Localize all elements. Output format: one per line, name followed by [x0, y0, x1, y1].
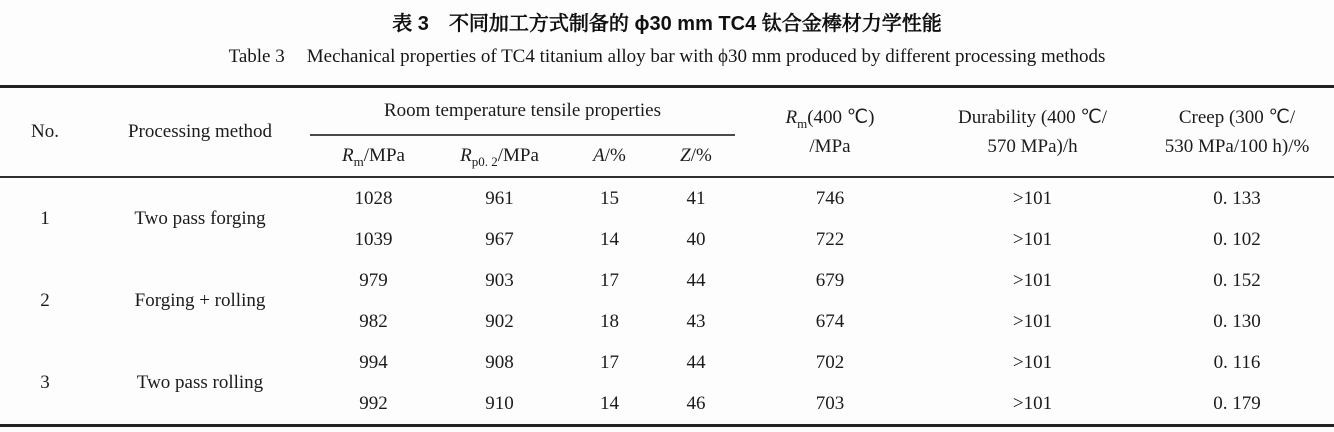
cell-z: 40: [686, 228, 706, 250]
col-header-creep: [1140, 87, 1334, 178]
cell-processing-method: Two pass rolling: [136, 372, 264, 393]
cell-rm400: 746: [815, 187, 845, 209]
cell-no: 3: [40, 372, 50, 393]
cell-rp02: 903: [485, 269, 514, 291]
table-caption-zh: [0, 0, 1334, 38]
cell-z: 43: [686, 310, 706, 332]
col-header-a: [562, 135, 657, 177]
table-row: [0, 260, 1334, 301]
cell-creep: 0. 152: [1213, 269, 1261, 291]
cell-creep: 0. 102: [1213, 228, 1261, 250]
col-header-creep-line1: Creep (300 ℃/: [1178, 107, 1296, 128]
cell-durability: >101: [1012, 351, 1053, 373]
cell-rm: 982: [359, 310, 388, 332]
cell-creep: 0. 130: [1213, 310, 1261, 332]
cell-rp02: 910: [485, 392, 514, 414]
cell-rm400: 722: [815, 228, 845, 250]
cell-rm400: 703: [815, 392, 845, 414]
col-header-z: [657, 135, 735, 177]
col-header-durability-lines: [925, 103, 1140, 161]
table-body: [0, 177, 1334, 426]
table-caption-zh-label: 表 3: [392, 13, 429, 35]
cell-rm: 979: [359, 269, 388, 291]
cell-durability: >101: [1012, 187, 1053, 209]
table-row: [0, 342, 1334, 383]
cell-a: 14: [600, 392, 619, 414]
table-caption-en-text: Mechanical properties of TC4 titanium alloy bar with ϕ30 mm produced by different processing methods: [306, 46, 1106, 67]
rm400-subscript: m: [797, 116, 808, 131]
cell-rm400: 702: [815, 351, 845, 373]
cell-creep: 0. 179: [1213, 392, 1261, 414]
cell-processing-method: Forging + rolling: [134, 290, 266, 311]
cell-no: 2: [40, 290, 50, 311]
col-header-no: No.: [0, 87, 90, 178]
cell-processing-method: Two pass forging: [134, 208, 266, 229]
cell-a: 17: [600, 351, 619, 373]
cell-z: 46: [686, 392, 706, 414]
rp02-subscript: p0. 2: [471, 154, 498, 169]
cell-rm400: 679: [815, 269, 845, 291]
table-caption-en: [0, 43, 1334, 71]
cell-z: 44: [686, 351, 706, 373]
cell-rm400: 674: [815, 310, 845, 332]
col-header-rm400-lines: [735, 103, 925, 161]
col-header-durability: [925, 87, 1140, 178]
rp02-unit: /MPa: [497, 145, 539, 166]
col-header-processing-method: Processing method: [90, 87, 310, 178]
rm400-condition: (400 ℃): [807, 107, 875, 128]
cell-z: 41: [686, 187, 706, 209]
cell-a: 17: [600, 269, 619, 291]
cell-durability: >101: [1012, 228, 1053, 250]
cell-rm: 1028: [354, 187, 393, 209]
cell-a: 14: [600, 228, 619, 250]
col-header-creep-lines: [1140, 103, 1334, 161]
col-header-creep-line2: 530 MPa/100 h)/%: [1164, 136, 1310, 157]
rm-subscript: m: [353, 154, 364, 169]
col-header-rm: [310, 135, 437, 177]
col-header-rm400-line1: [735, 103, 925, 132]
cell-durability: >101: [1012, 392, 1053, 414]
cell-rp02: 961: [485, 187, 514, 209]
table-row: [0, 177, 1334, 219]
a-symbol: A: [593, 145, 605, 166]
cell-durability: >101: [1012, 310, 1053, 332]
z-symbol: Z: [680, 145, 691, 166]
mechanical-properties-table: [0, 85, 1334, 427]
col-header-rm400-line2: /MPa: [809, 136, 851, 157]
cell-rp02: 902: [485, 310, 514, 332]
cell-rp02: 967: [485, 228, 514, 250]
rm-symbol: R: [342, 145, 354, 166]
table-header: [0, 87, 1334, 178]
cell-rm: 994: [359, 351, 388, 373]
rp02-symbol: R: [460, 145, 472, 166]
col-header-rm400: [735, 87, 925, 178]
rm-unit: /MPa: [363, 145, 405, 166]
table-caption-en-label: Table 3: [228, 46, 285, 67]
col-header-durability-line2: 570 MPa)/h: [987, 136, 1078, 157]
cell-no: 1: [40, 208, 50, 229]
cell-rm: 992: [359, 392, 388, 414]
cell-rm: 1039: [354, 228, 393, 250]
rm400-symbol: R: [785, 107, 798, 128]
cell-creep: 0. 116: [1213, 351, 1261, 373]
z-unit: /%: [690, 145, 712, 166]
a-unit: /%: [604, 145, 626, 166]
cell-z: 44: [686, 269, 706, 291]
col-header-rp02: [437, 135, 562, 177]
col-group-header-tensile: Room temperature tensile properties: [310, 87, 735, 136]
cell-durability: >101: [1012, 269, 1053, 291]
cell-creep: 0. 133: [1213, 187, 1261, 209]
cell-a: 18: [600, 310, 619, 332]
col-header-durability-line1: Durability (400 ℃/: [957, 107, 1108, 128]
cell-a: 15: [600, 187, 619, 209]
cell-rp02: 908: [485, 351, 514, 373]
table-caption-zh-text: 不同加工方式制备的 ϕ30 mm TC4 钛合金棒材力学性能: [448, 13, 942, 35]
